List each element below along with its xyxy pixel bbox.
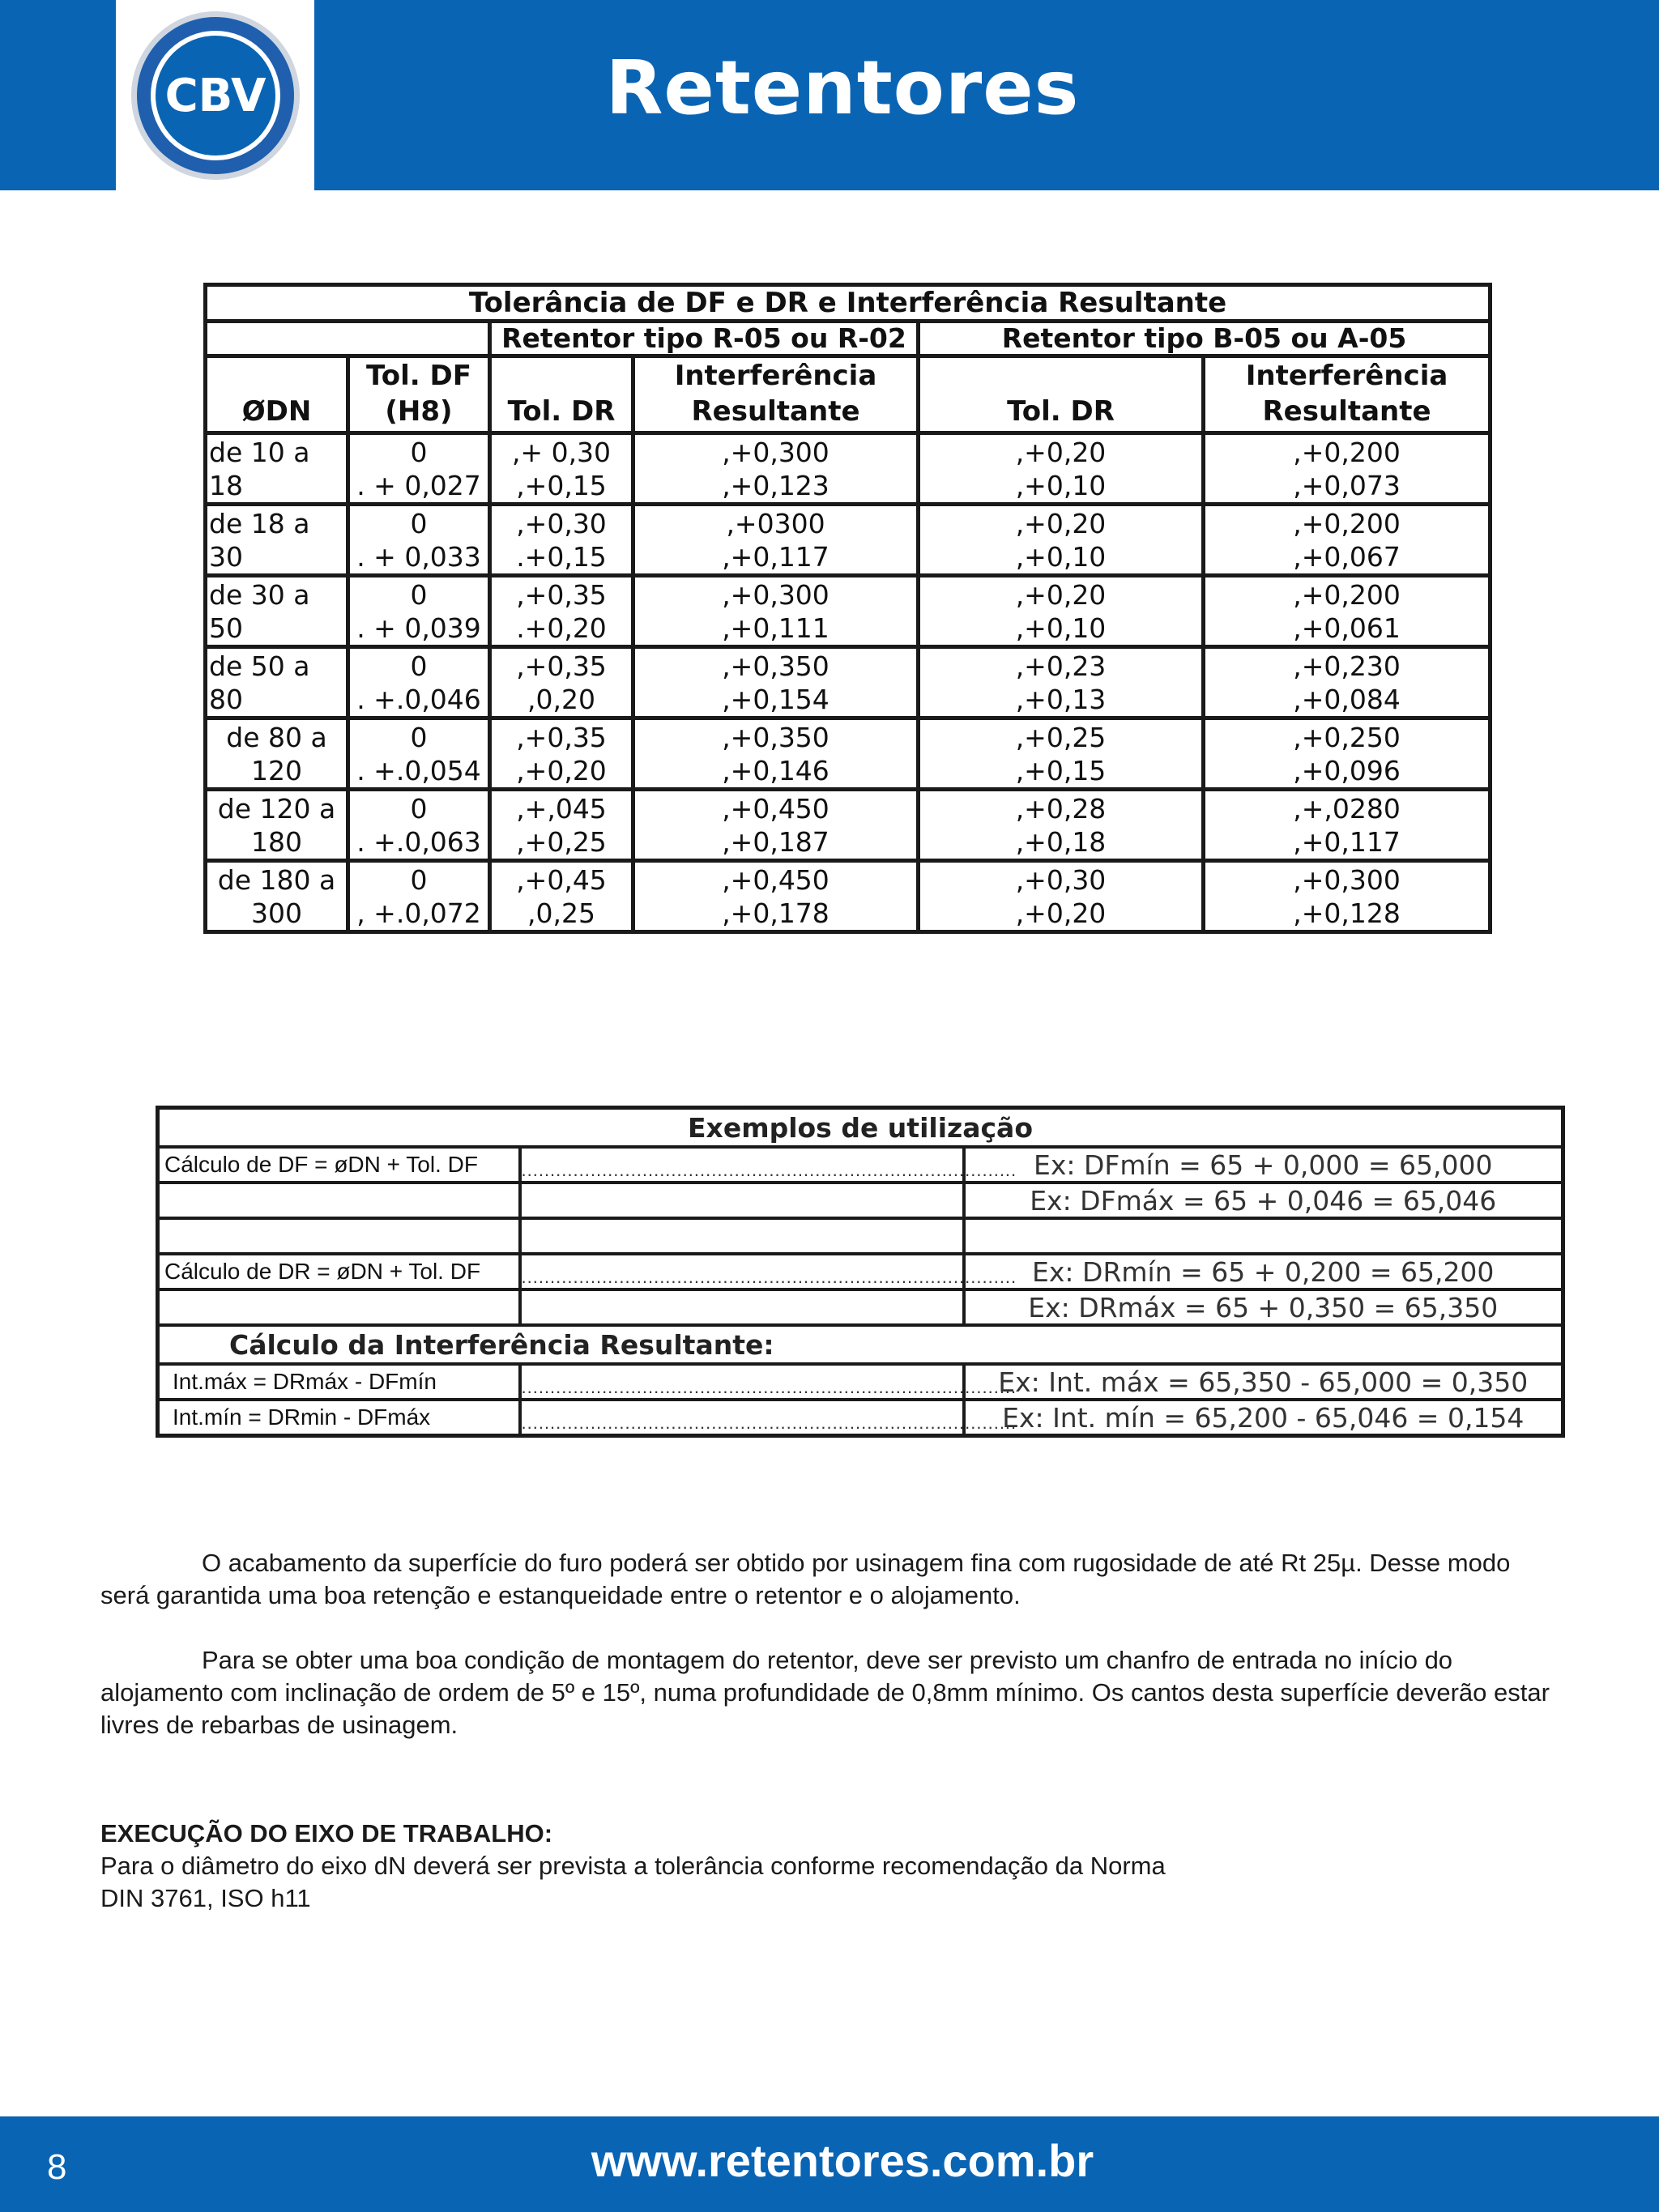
interf-r-cell-line1: ,+0300 [726, 507, 825, 539]
tol-df-cell-line2: . + 0,033 [356, 540, 481, 573]
tol-df-cell-line1: 0 [410, 650, 428, 682]
dn-range-line1: de 30 a 50 [209, 579, 310, 644]
int-min-label: Int.mín = DRmin - DFmáx [158, 1400, 520, 1436]
dr-min-example: Ex: DRmín = 65 + 0,200 = 65,200 [964, 1254, 1563, 1289]
tol-df-cell [348, 433, 490, 505]
tol-dr-r-cell-line1: ,+0,35 [516, 578, 607, 611]
header-tol-dr-b: Tol. DR [919, 356, 1204, 433]
tol-dr-r-cell-line2: ,+0,15 [516, 469, 607, 501]
dn-range-cell [206, 790, 348, 861]
interf-r-cell [633, 576, 919, 647]
tol-df-cell-line1: 0 [410, 436, 428, 468]
tol-dr-r-cell [490, 861, 633, 932]
interf-b-cell [1204, 433, 1491, 505]
interf-r-cell [633, 505, 919, 576]
dr-dots: ...................................................................................... [520, 1254, 964, 1289]
interf-b-cell-line2: ,+0,067 [1293, 540, 1401, 573]
interference-title: Cálculo da Interferência Resultante: [158, 1325, 1563, 1364]
dn-range-line1: de 50 a 80 [209, 650, 310, 715]
dr-max-example: Ex: DRmáx = 65 + 0,350 = 65,350 [964, 1289, 1563, 1325]
dn-range-line1: de 120 a [217, 792, 336, 825]
interf-b-cell-line2: ,+0,117 [1293, 825, 1401, 858]
interf-b-cell-line2: ,+0,084 [1293, 683, 1401, 715]
empty-cell [964, 1218, 1563, 1254]
tol-df-cell [348, 647, 490, 718]
tol-df-cell-line2: , +.0,072 [356, 897, 481, 929]
tol-dr-r-cell [490, 505, 633, 576]
interf-b-cell-line1: ,+0,200 [1293, 578, 1401, 611]
tol-dr-r-cell-line2: ,0,25 [527, 897, 595, 929]
dn-range-cell [206, 647, 348, 718]
tol-dr-b-cell [919, 647, 1204, 718]
interf-r-cell [633, 861, 919, 932]
dn-range-line1: de 180 a [217, 863, 336, 896]
interf-b-cell-line2: ,+0,128 [1293, 897, 1401, 929]
int-max-label: Int.máx = DRmáx - DFmín [158, 1364, 520, 1400]
tol-dr-r-cell [490, 576, 633, 647]
tol-dr-b-cell [919, 576, 1204, 647]
interf-b-cell-line1: ,+0,230 [1293, 650, 1401, 682]
tol-dr-r-cell-line2: ,0,20 [527, 683, 595, 715]
interf-r-cell [633, 790, 919, 861]
tol-dr-b-cell-line2: ,+0,18 [1015, 825, 1107, 858]
interf-r-cell-line2: ,+0,178 [722, 897, 830, 929]
tol-dr-r-cell-line1: ,+0,35 [516, 721, 607, 753]
interf-r-cell-line1: ,+0,350 [722, 650, 830, 682]
df-min-example: Ex: DFmín = 65 + 0,000 = 65,000 [964, 1147, 1563, 1183]
interf-r-cell-line1: ,+0,450 [722, 792, 830, 825]
tol-dr-b-cell-line1: ,+0,23 [1015, 650, 1107, 682]
interf-r-cell [633, 718, 919, 790]
interf-b-cell-line2: ,+0,061 [1293, 612, 1401, 644]
header-dn: ØDN [206, 356, 348, 433]
interf-b-cell-line1: ,+0,300 [1293, 863, 1401, 896]
tol-dr-b-cell-line2: ,+0,20 [1015, 897, 1107, 929]
interf-b-cell [1204, 576, 1491, 647]
tol-dr-b-cell-line2: ,+0,10 [1015, 469, 1107, 501]
table-row [206, 718, 1491, 790]
tol-dr-b-cell-line1: ,+0,20 [1015, 436, 1107, 468]
header-interf-b [1204, 356, 1491, 433]
paragraph-1-text: O acabamento da superfície do furo poderá ser obtido por usinagem fina com rugosidade de até Rt 25µ. Desse modo será garantida uma boa retenção e estanqueidade entre o retentor e o alojamento. [100, 1549, 1511, 1609]
dn-range-line2: 300 [251, 897, 302, 929]
dn-range-cell [206, 433, 348, 505]
tol-df-cell-line2: . +.0,046 [356, 683, 481, 715]
tol-dr-b-cell-line2: ,+0,15 [1015, 754, 1107, 786]
empty-cell [520, 1183, 964, 1218]
interf-r-cell-line1: ,+0,450 [722, 863, 830, 896]
page-header [0, 0, 1659, 190]
interf-b-cell-line1: ,+0,200 [1293, 436, 1401, 468]
interf-b-cell-line1: ,+,0280 [1293, 792, 1401, 825]
tol-df-cell-line2: . +.0,054 [356, 754, 481, 786]
tol-df-cell [348, 505, 490, 576]
empty-cell [158, 1183, 520, 1218]
interf-r-cell [633, 647, 919, 718]
df-dots: ...................................................................................... [520, 1147, 964, 1183]
paragraph-2-text: Para se obter uma boa condição de montagem do retentor, deve ser previsto um chanfro de entrada no início do alojamento com inclinação de ordem de 5º e 15º, numa profundidade de 0,8mm mínimo. Os cantos desta superfície deverão estar livres de rebarbas de usinagem. [100, 1646, 1550, 1739]
shaft-execution-title: EXECUÇÃO DO EIXO DE TRABALHO: [100, 1819, 553, 1848]
header-interf-r-line1: Interferência [674, 360, 877, 392]
dn-range-cell [206, 861, 348, 932]
header-interf-r-line2: Resultante [691, 395, 860, 428]
dn-range-line2: 120 [251, 754, 302, 786]
examples-title: Exemplos de utilização [158, 1108, 1563, 1148]
tol-df-cell [348, 861, 490, 932]
tol-df-cell [348, 576, 490, 647]
tol-dr-r-cell [490, 718, 633, 790]
group-r-header: Retentor tipo R-05 ou R-02 [490, 322, 919, 356]
interf-r-cell [633, 433, 919, 505]
interf-b-cell [1204, 647, 1491, 718]
tol-df-cell [348, 790, 490, 861]
website-link[interactable]: www.retentores.com.br [591, 2135, 1094, 2186]
tol-dr-r-cell-line1: ,+0,30 [516, 507, 607, 539]
header-tol-df-line2: (H8) [385, 395, 453, 428]
table-row [206, 576, 1491, 647]
shaft-execution-line2: DIN 3761, ISO h11 [100, 1884, 311, 1912]
group-blank [206, 322, 490, 356]
interf-r-cell-line1: ,+0,350 [722, 721, 830, 753]
table-row [206, 790, 1491, 861]
page-number: 8 [47, 2147, 67, 2187]
tol-dr-b-cell-line1: ,+0,20 [1015, 578, 1107, 611]
interf-r-cell-line2: ,+0,117 [722, 540, 830, 573]
header-interf-r [633, 356, 919, 433]
int-max-example: Ex: Int. máx = 65,350 - 65,000 = 0,350 [964, 1364, 1563, 1400]
tol-df-cell-line2: . + 0,039 [356, 612, 481, 644]
tol-dr-r-cell-line1: ,+ 0,30 [511, 436, 612, 468]
dn-range-cell [206, 505, 348, 576]
logo-text: CBV [164, 70, 267, 122]
interf-b-cell-line1: ,+0,250 [1293, 721, 1401, 753]
tol-dr-r-cell-line1: ,+,045 [516, 792, 607, 825]
tol-dr-b-cell [919, 861, 1204, 932]
tol-dr-b-cell-line2: ,+0,13 [1015, 683, 1107, 715]
tolerance-table [203, 283, 1492, 934]
tol-dr-r-cell-line1: ,+0,45 [516, 863, 607, 896]
table-row [206, 647, 1491, 718]
tol-df-cell-line1: 0 [410, 721, 428, 753]
tol-df-cell-line1: 0 [410, 863, 428, 896]
dn-range-cell [206, 576, 348, 647]
paragraph-chamfer [100, 1644, 1559, 1741]
tol-dr-r-cell-line1: ,+0,35 [516, 650, 607, 682]
interf-b-cell [1204, 790, 1491, 861]
interf-b-cell [1204, 861, 1491, 932]
interf-b-cell-line2: ,+0,073 [1293, 469, 1401, 501]
examples-table [156, 1106, 1565, 1438]
header-tol-df-line1: Tol. DF [366, 360, 471, 392]
tol-df-cell-line1: 0 [410, 507, 428, 539]
dn-range-line2: 180 [251, 825, 302, 858]
tol-df-cell-line2: . + 0,027 [356, 469, 481, 501]
empty-cell [158, 1218, 520, 1254]
group-b-header: Retentor tipo B-05 ou A-05 [919, 322, 1491, 356]
interf-b-cell [1204, 718, 1491, 790]
dn-range-cell [206, 718, 348, 790]
tol-dr-b-cell [919, 433, 1204, 505]
tolerance-table-body [206, 433, 1491, 932]
page-footer [0, 2116, 1659, 2212]
paragraph-surface-finish [100, 1547, 1559, 1612]
df-calc-label: Cálculo de DF = øDN + Tol. DF [158, 1147, 520, 1183]
dr-calc-label: Cálculo de DR = øDN + Tol. DF [158, 1254, 520, 1289]
interf-r-cell-line1: ,+0,300 [722, 578, 830, 611]
header-tol-df [348, 356, 490, 433]
tol-dr-r-cell [490, 433, 633, 505]
interf-r-cell-line2: ,+0,111 [722, 612, 830, 644]
tol-dr-r-cell-line2: ,+0,20 [516, 754, 607, 786]
tol-dr-r-cell-line2: .+0,20 [516, 612, 607, 644]
header-interf-b-line1: Interferência [1245, 360, 1448, 392]
table-row [206, 861, 1491, 932]
tol-dr-b-cell-line1: ,+0,30 [1015, 863, 1107, 896]
shaft-execution-line1: Para o diâmetro do eixo dN deverá ser prevista a tolerância conforme recomendação da Norma [100, 1852, 1166, 1880]
tol-dr-b-cell-line2: ,+0,10 [1015, 612, 1107, 644]
tol-df-cell-line2: . +.0,063 [356, 825, 481, 858]
interf-b-cell-line2: ,+0,096 [1293, 754, 1401, 786]
header-interf-b-line2: Resultante [1262, 395, 1431, 428]
tol-dr-b-cell [919, 718, 1204, 790]
tol-dr-b-cell-line1: ,+0,25 [1015, 721, 1107, 753]
int-max-dots: ...................................................................................... [520, 1364, 964, 1400]
tol-dr-b-cell [919, 505, 1204, 576]
empty-cell [520, 1289, 964, 1325]
table-row [206, 433, 1491, 505]
interf-r-cell-line2: ,+0,154 [722, 683, 830, 715]
empty-cell [158, 1289, 520, 1325]
tol-dr-b-cell-line1: ,+0,28 [1015, 792, 1107, 825]
tol-df-cell-line1: 0 [410, 578, 428, 611]
dn-range-line1: de 18 a 30 [209, 508, 310, 573]
interf-b-cell-line1: ,+0,200 [1293, 507, 1401, 539]
dn-range-line1: de 80 a [226, 721, 327, 753]
tol-df-cell-line1: 0 [410, 792, 428, 825]
int-min-example: Ex: Int. mín = 65,200 - 65,046 = 0,154 [964, 1400, 1563, 1436]
interf-r-cell-line2: ,+0,123 [722, 469, 830, 501]
int-min-dots: ...................................................................................... [520, 1400, 964, 1436]
tol-dr-b-cell-line1: ,+0,20 [1015, 507, 1107, 539]
interf-r-cell-line2: ,+0,146 [722, 754, 830, 786]
tol-df-cell [348, 718, 490, 790]
tol-dr-r-cell [490, 790, 633, 861]
interf-r-cell-line1: ,+0,300 [722, 436, 830, 468]
interf-b-cell [1204, 505, 1491, 576]
cbv-logo [127, 10, 304, 181]
tol-dr-r-cell [490, 647, 633, 718]
logo-box [116, 0, 314, 190]
interf-r-cell-line2: ,+0,187 [722, 825, 830, 858]
table-row [206, 505, 1491, 576]
tol-dr-b-cell [919, 790, 1204, 861]
tol-dr-r-cell-line2: ,+0,25 [516, 825, 607, 858]
df-max-example: Ex: DFmáx = 65 + 0,046 = 65,046 [964, 1183, 1563, 1218]
page-title: Retentores [605, 45, 1080, 131]
dn-range-line1: de 10 a 18 [209, 437, 310, 501]
shaft-execution-section [100, 1818, 1559, 1915]
tol-dr-b-cell-line2: ,+0,10 [1015, 540, 1107, 573]
header-tol-dr-r: Tol. DR [490, 356, 633, 433]
tol-dr-r-cell-line2: .+0,15 [516, 540, 607, 573]
empty-cell [520, 1218, 964, 1254]
table-caption: Tolerância de DF e DR e Interferência Resultante [206, 285, 1491, 322]
